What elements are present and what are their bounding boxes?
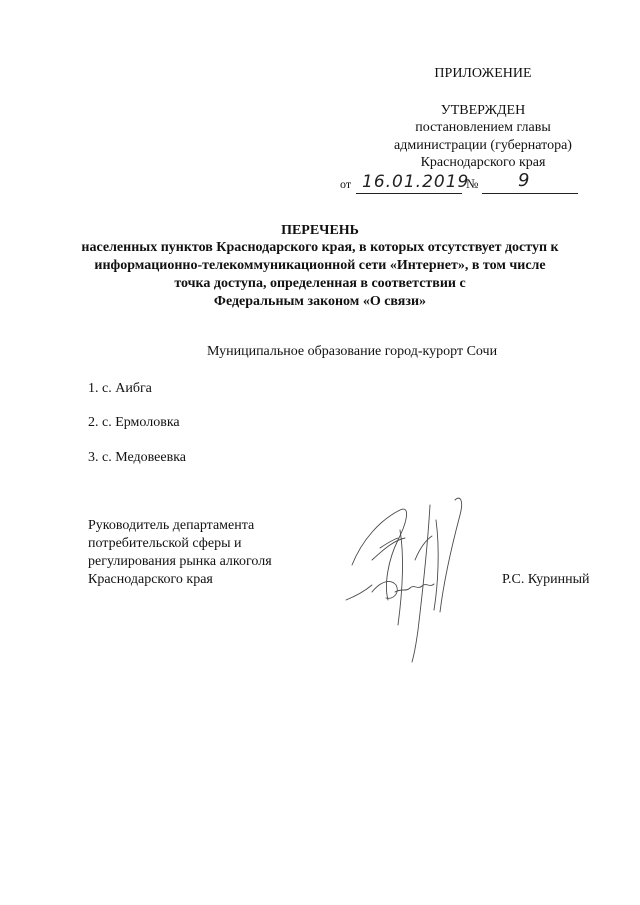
approved-line-2: администрации (губернатора)	[394, 138, 572, 153]
list-item: 1. с. Аибга	[88, 381, 152, 396]
list-item: 3. с. Медовеевка	[88, 450, 186, 465]
number-handwritten: 9	[518, 170, 530, 191]
title-line-3: точка доступа, определенная в соответствии с	[174, 276, 466, 291]
approved-label: УТВЕРЖДЕН	[440, 103, 526, 118]
appendix-label: ПРИЛОЖЕНИЕ	[434, 66, 532, 81]
signatory-line-4: Краснодарского края	[88, 572, 213, 587]
signatory-line-1: Руководитель департамента	[88, 518, 255, 533]
signatory-line-3: регулирования рынка алкоголя	[88, 554, 272, 569]
title-line-2: информационно-телекоммуникационной сети «Интернет», в том числе	[94, 258, 546, 273]
list-item: 2. с. Ермоловка	[88, 415, 180, 430]
document-heading: ПЕРЕЧЕНЬ	[281, 223, 359, 238]
approved-line-3: Краснодарского края	[420, 155, 546, 170]
number-prefix: №	[466, 176, 479, 191]
date-handwritten: 16.01.2019	[362, 172, 470, 192]
date-prefix: от	[340, 177, 352, 191]
title-line-4: Федеральным законом «О связи»	[213, 294, 427, 309]
signatory-name: Р.С. Куринный	[502, 572, 590, 587]
title-line-1: населенных пунктов Краснодарского края, в которых отсутствует доступ к	[81, 240, 559, 255]
municipality-label: Муниципальное образование город-курорт Сочи	[207, 344, 498, 359]
signatory-line-2: потребительской сферы и	[88, 536, 242, 551]
approved-line-1: постановлением главы	[415, 120, 551, 135]
